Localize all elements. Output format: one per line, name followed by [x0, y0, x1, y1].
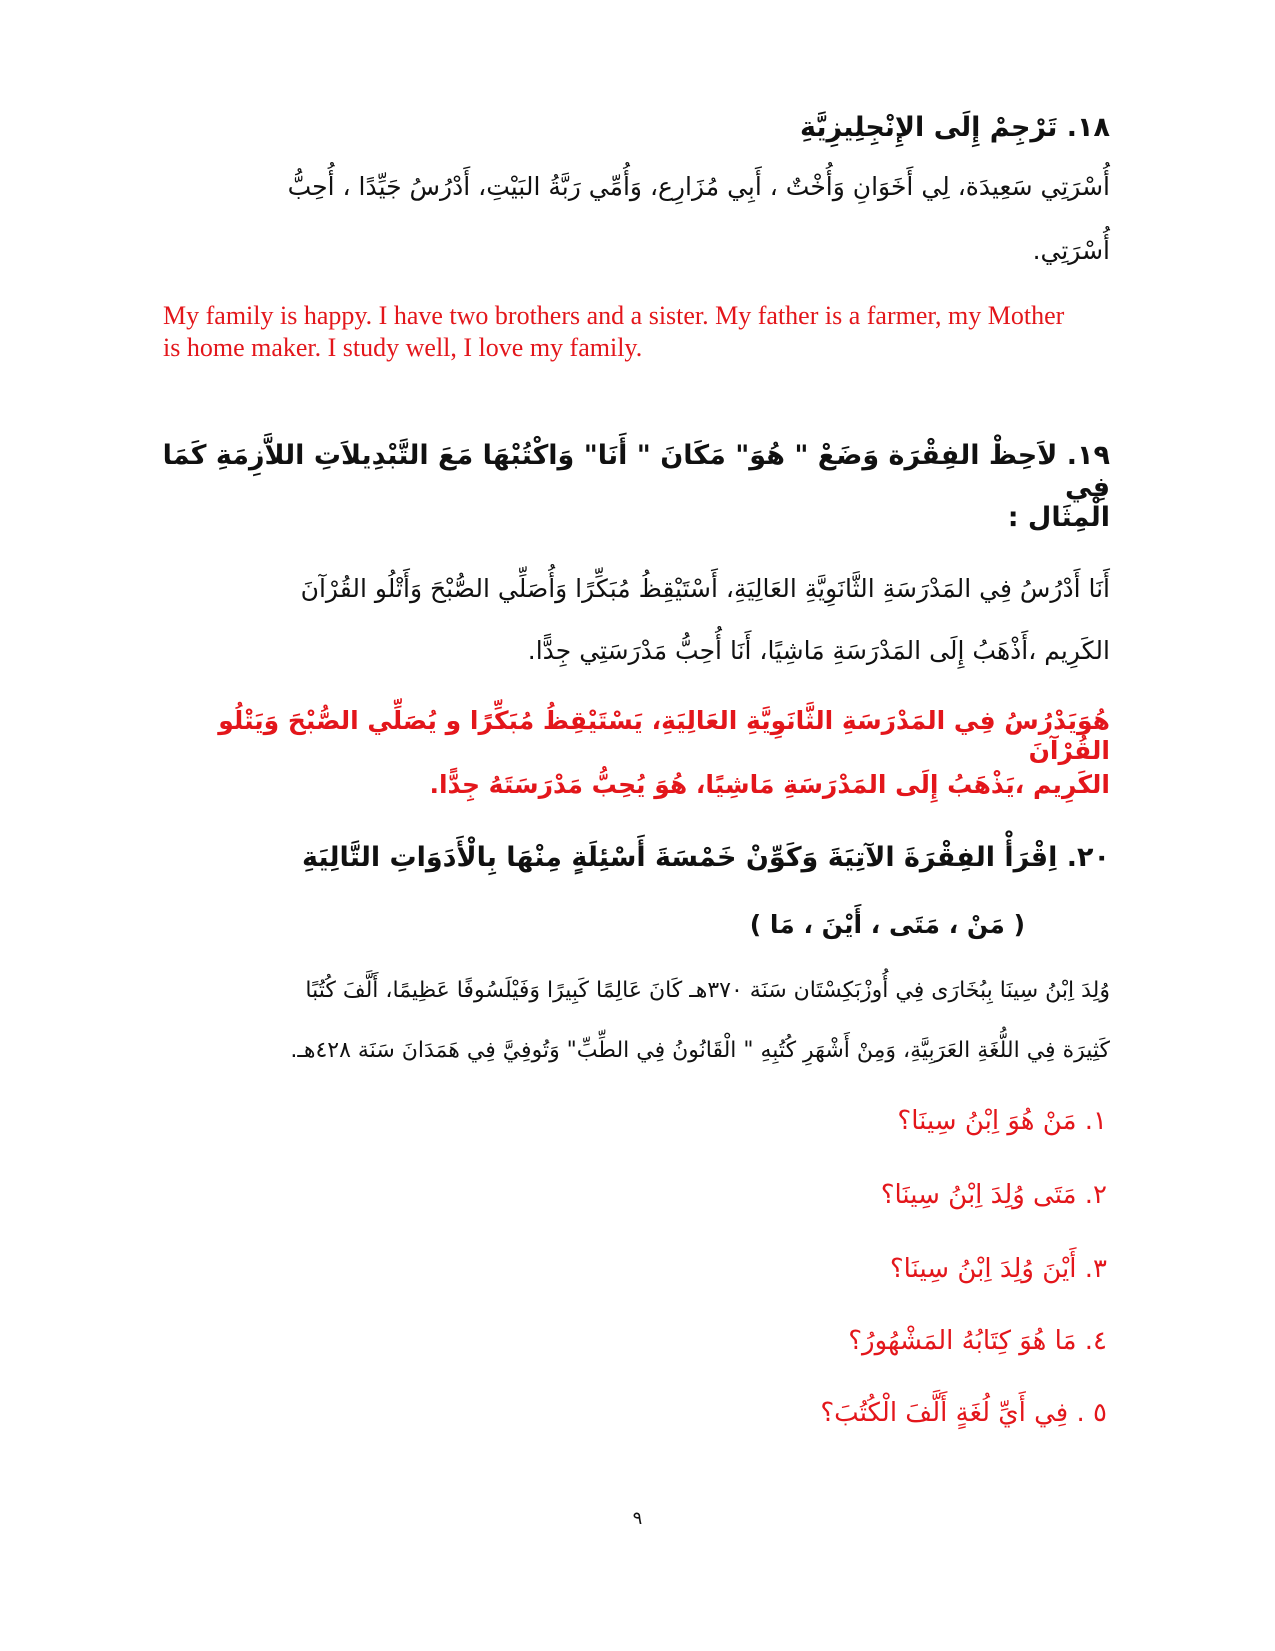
q18-arabic-line-1: أُسْرَتِي سَعِيدَة، لِي أَخَوَانِ وَأُخْتٌ ، أَبِي مُزَارِع، وَأُمِّي رَبَّةُ البَيْتِ، أَدْرُسُ جَيِّدًا ، أُحِبُّ — [287, 172, 1110, 201]
q20-question-2: ٢. مَتَى وُلِدَ اِبْنُ سِينَا؟ — [880, 1180, 1107, 1210]
page-number: ٩ — [632, 1508, 643, 1529]
q19-heading-line-2: الْمِثَال : — [1007, 502, 1110, 533]
q18-heading: ١٨. تَرْجِمْ إِلَى الإِنْجِلِيزِيَّةِ — [799, 112, 1110, 143]
q19-text-line-1: أَنَا أَدْرُسُ فِي المَدْرَسَةِ الثَّانَوِيَّةِ العَالِيَةِ، أَسْتَيْقِظُ مُبَكِّرًا وَأُصَلِّي الصُّبْحَ وَأَتْلُو القُرْآنَ — [300, 574, 1110, 603]
q19-answer-line-1: هُوَيَدْرُسُ فِي المَدْرَسَةِ الثَّانَوِيَّةِ العَالِيَةِ، يَسْتَيْقِظُ مُبَكِّرًا و يُصَلِّي الصُّبْحَ وَيَتْلُو القُرْآنَ — [218, 706, 1110, 765]
q20-question-3: ٣. أَيْنَ وُلِدَ اِبْنُ سِينَا؟ — [889, 1254, 1107, 1284]
q20-question-1: ١. مَنْ هُوَ اِبْنُ سِينَا؟ — [897, 1106, 1107, 1136]
q20-text-line-1: وُلِدَ اِبْنُ سِينَا بِبُخَارَى فِي أُوزْبَكِسْتَان سَنَة ٣٧٠هـ كَانَ عَالِمًا كَبِيرًا وَفَيْلَسُوفًا عَظِيمًا، أَلَّفَ كُتُبًا — [305, 978, 1110, 1003]
q20-question-4: ٤. مَا هُوَ كِتَابُهُ المَشْهُورُ؟ — [848, 1326, 1107, 1356]
q19-heading-line-1: ١٩. لاَحِظْ الفِقْرَة وَضَعْ " هُوَ" مَكَانَ " أَنَا" وَاكْتُبْهَا مَعَ التَّبْدِيلاَتِ اللاَّزِمَةِ كَمَا فِي — [162, 440, 1110, 504]
q18-english-line-2: is home maker. I study well, I love my family. — [163, 333, 643, 362]
q20-heading: ٢٠. اِقْرَأْ الفِقْرَةَ الآتِيَةَ وَكَوِّنْ خَمْسَةَ أَسْئِلَةٍ مِنْهَا بِالْأَدَوَاتِ التَّالِيَةِ — [302, 842, 1110, 873]
q20-question-5: ٥ . فِي أَيِّ لُغَةٍ أَلَّفَ الْكُتُبَ؟ — [820, 1398, 1107, 1428]
q20-tools: ( مَنْ ، مَتَى ، أَيْنَ ، مَا ) — [749, 910, 1025, 939]
q18-english-line-1: My family is happy. I have two brothers and a sister. My father is a farmer, my Mother — [163, 301, 1065, 330]
q19-answer-line-2: الكَرِيم ،يَذْهَبُ إِلَى المَدْرَسَةِ مَاشِيًا، هُوَ يُحِبُّ مَدْرَسَتَهُ جِدًّا. — [429, 770, 1110, 799]
q20-text-line-2: كَثِيرَة فِي اللُّغَةِ العَرَبِيَّةِ، وَمِنْ أَشْهَرِ كُتُبِهِ " الْقَانُونُ فِي الطِّبِّ" وَتُوفِيَّ فِي هَمَدَانَ سَنَة ٤٢٨هـ. — [290, 1038, 1110, 1063]
q18-arabic-line-2: أُسْرَتِي. — [1032, 236, 1110, 265]
q19-text-line-2: الكَرِيم ،أَذْهَبُ إِلَى المَدْرَسَةِ مَاشِيًا، أَنَا أُحِبُّ مَدْرَسَتِي جِدًّا. — [527, 636, 1110, 665]
